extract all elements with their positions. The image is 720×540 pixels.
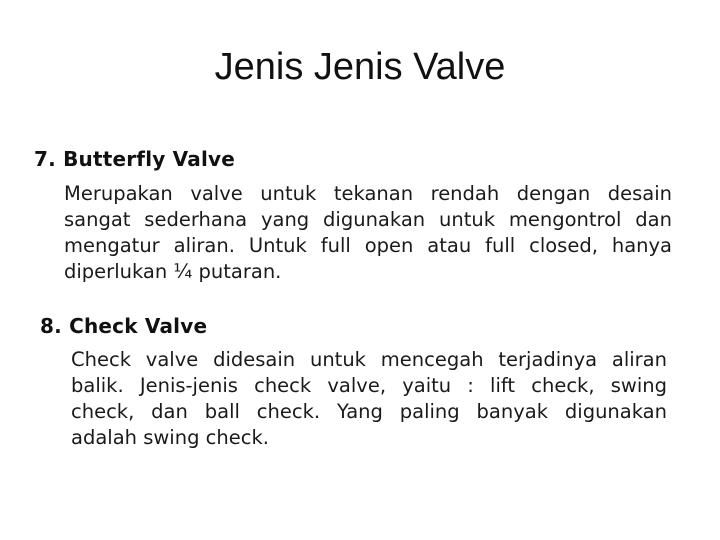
paragraph-line: sangat sederhana yang digunakan untuk mengontrol dan <box>64 208 672 231</box>
paragraph-line: adalah swing check. <box>71 426 269 449</box>
section-heading: 7. Butterfly Valve <box>34 147 236 171</box>
paragraph-line: balik. Jenis-jenis check valve, yaitu : lift check, swing <box>71 374 667 397</box>
paragraph-line: diperlukan ¼ putaran. <box>64 260 282 283</box>
slide-title: Jenis Jenis Valve <box>214 46 506 88</box>
section-paragraph <box>71 347 667 451</box>
section-paragraph <box>64 181 672 285</box>
paragraph-line: check, dan ball check. Yang paling banyak digunakan <box>71 400 667 423</box>
paragraph-line: mengatur aliran. Untuk full open atau full closed, hanya <box>64 234 672 257</box>
paragraph-line: Merupakan valve untuk tekanan rendah dengan desain <box>64 182 672 205</box>
paragraph-line: Check valve didesain untuk mencegah terjadinya aliran <box>71 348 667 371</box>
section-heading: 8. Check Valve <box>40 314 208 338</box>
section-butterfly-valve <box>34 147 684 285</box>
section-check-valve <box>40 314 680 451</box>
